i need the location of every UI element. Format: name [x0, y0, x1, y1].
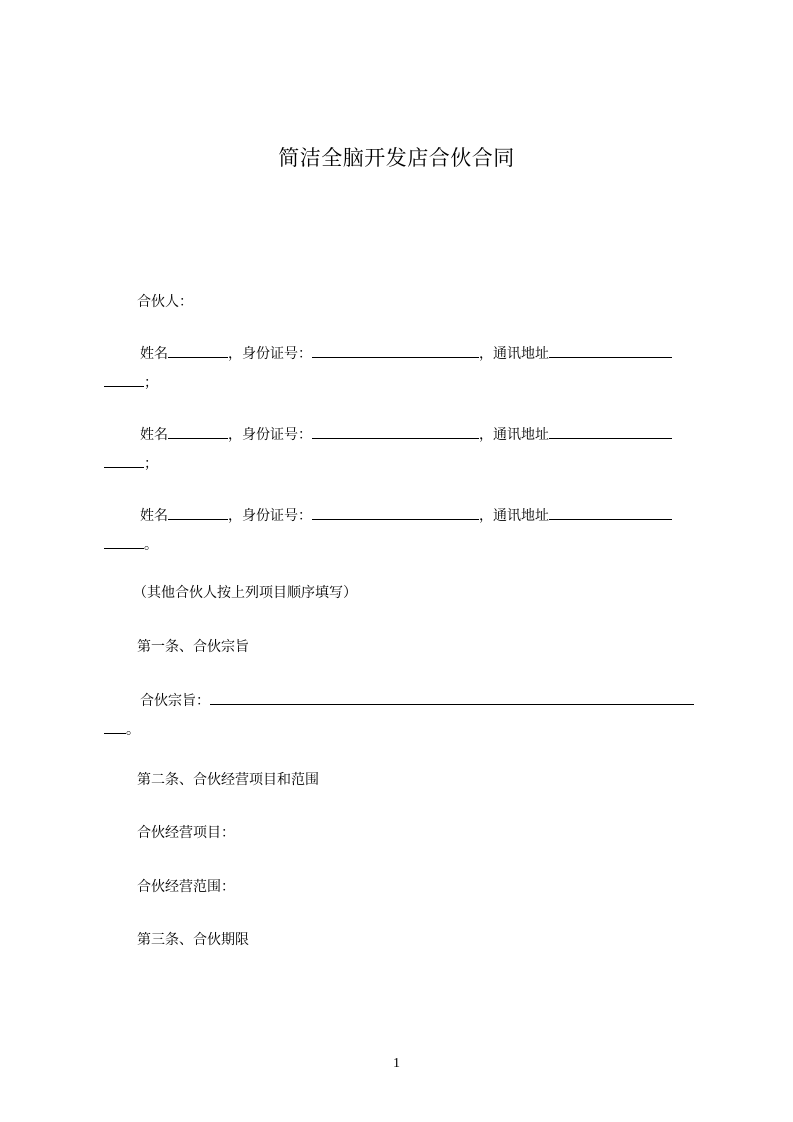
- document-title: 简洁全脑开发店合伙合同: [278, 146, 515, 170]
- partner-row-2-cont: [104, 453, 158, 474]
- name-blank[interactable]: [168, 343, 228, 358]
- id-blank[interactable]: [312, 505, 479, 520]
- address-blank[interactable]: [549, 424, 672, 439]
- purpose-end: 。: [126, 722, 140, 738]
- address-blank[interactable]: [549, 505, 672, 520]
- name-label: 姓名: [140, 508, 168, 524]
- purpose-row: [140, 690, 694, 711]
- id-blank[interactable]: [312, 424, 479, 439]
- row-end: ；: [144, 456, 158, 472]
- id-blank[interactable]: [312, 343, 479, 358]
- purpose-row-cont: [104, 719, 140, 740]
- partner-row-2: [140, 424, 672, 445]
- business-project-label: 合伙经营项目：: [137, 825, 235, 841]
- partners-label: 合伙人：: [137, 294, 193, 310]
- article1-heading: 第一条、合伙宗旨: [137, 639, 249, 655]
- other-partners-note: （其他合伙人按上列项目顺序填写）: [133, 585, 357, 601]
- purpose-blank-cont[interactable]: [104, 719, 126, 734]
- page-number: 1: [393, 1056, 400, 1071]
- purpose-blank[interactable]: [210, 690, 694, 705]
- id-label: ，身份证号：: [228, 427, 312, 443]
- id-label: ，身份证号：: [228, 508, 312, 524]
- address-blank[interactable]: [549, 343, 672, 358]
- partner-row-1-cont: [104, 372, 158, 393]
- business-scope-label: 合伙经营范围：: [137, 879, 235, 895]
- partner-row-3-cont: [104, 534, 158, 555]
- name-label: 姓名: [140, 346, 168, 362]
- partner-row-1: [140, 343, 672, 364]
- address-blank-cont[interactable]: [104, 453, 144, 468]
- name-label: 姓名: [140, 427, 168, 443]
- row-end: 。: [144, 537, 158, 553]
- article3-heading: 第三条、合伙期限: [137, 932, 249, 948]
- address-blank-cont[interactable]: [104, 372, 144, 387]
- purpose-label: 合伙宗旨：: [140, 693, 210, 709]
- address-label: ，通讯地址: [479, 508, 549, 524]
- address-blank-cont[interactable]: [104, 534, 144, 549]
- address-label: ，通讯地址: [479, 346, 549, 362]
- row-end: ；: [144, 375, 158, 391]
- id-label: ，身份证号：: [228, 346, 312, 362]
- name-blank[interactable]: [168, 505, 228, 520]
- address-label: ，通讯地址: [479, 427, 549, 443]
- partner-row-3: [140, 505, 672, 526]
- name-blank[interactable]: [168, 424, 228, 439]
- article2-heading: 第二条、合伙经营项目和范围: [137, 772, 319, 788]
